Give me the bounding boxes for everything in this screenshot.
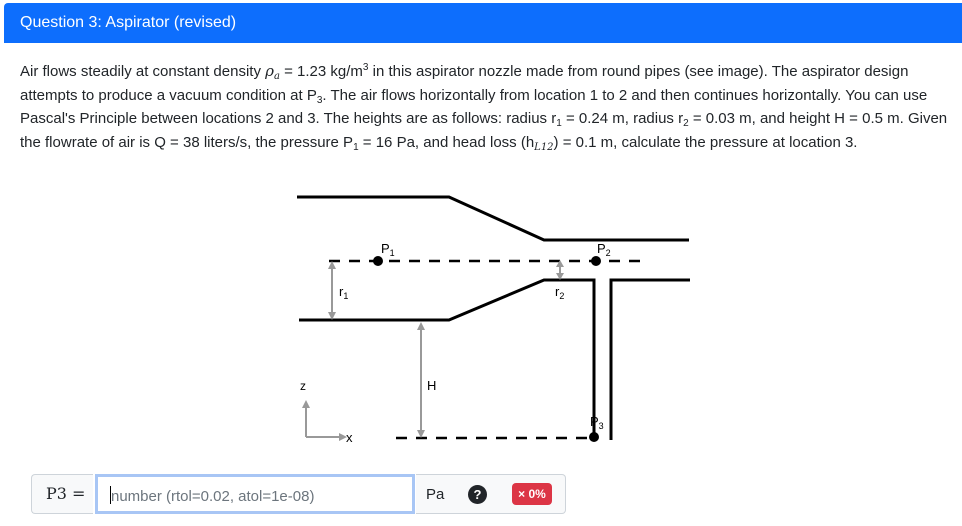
problem-text: ) = 0.1 m, calculate the pressure at location 3. (553, 133, 858, 151)
problem-text: = 1.23 kg/m (279, 63, 363, 80)
score-badge: × 0% (512, 483, 552, 505)
point-p2 (591, 256, 601, 266)
problem-text: Air flows steadily at constant density (20, 63, 266, 80)
problem-text: = 0.03 m, and height H = 0.5 m. Given the flowrate of air is Q = 38 liters/s, the pressure P (20, 110, 948, 151)
problem-text: . The air flows horizontally from location 1 to 2 and then continues horizontally. You can use Pascal's Principle between locations 2 and 3. The heights are as follows: radius r (20, 86, 928, 127)
answer-input[interactable] (95, 474, 415, 514)
z-axis-label: z (300, 379, 306, 393)
r1-label: $r_1$ (339, 284, 349, 301)
r2-label: $r_2$ (555, 284, 565, 301)
unit-addon (416, 474, 566, 514)
problem-text: = 0.24 m, radius r (561, 110, 684, 127)
question-card (4, 0, 962, 526)
card-header (4, 3, 962, 43)
subscript: 1 (353, 141, 359, 153)
unit-label: Pa (426, 486, 445, 503)
dashed-lines (329, 261, 644, 438)
rho-symbol: ρ (265, 62, 274, 80)
subscript: 1 (556, 118, 562, 129)
problem-statement (20, 60, 960, 154)
aspirator-diagram (289, 190, 699, 450)
p2-label: $P_2$ (597, 241, 611, 258)
p3-label: $P_3$ (590, 414, 604, 431)
superscript: 3 (362, 62, 369, 73)
help-icon[interactable]: ? (468, 485, 487, 504)
subscript: 3 (316, 94, 323, 106)
problem-text: = 16 Pa, and head loss (h (358, 133, 535, 151)
answer-placeholder: number (rtol=0.02, atol=1e-08) (111, 488, 315, 505)
point-p1 (373, 256, 383, 266)
question-title: Question 3: Aspirator (revised) (20, 14, 237, 31)
pipe-walls (297, 197, 690, 440)
p1-label: $P_1$ (381, 241, 395, 258)
subscript: L12 (534, 141, 554, 153)
answer-label: P3 = (31, 474, 93, 514)
point-p3 (589, 432, 599, 442)
rho-subscript: a (273, 71, 280, 82)
h-label: H (427, 378, 437, 393)
subscript: 2 (683, 118, 689, 129)
x-axis-label: x (346, 430, 353, 445)
problem-text: in this aspirator nozzle made from round pipes (see image). The aspirator design attempts to produce a vacuum condition at P (20, 63, 909, 104)
